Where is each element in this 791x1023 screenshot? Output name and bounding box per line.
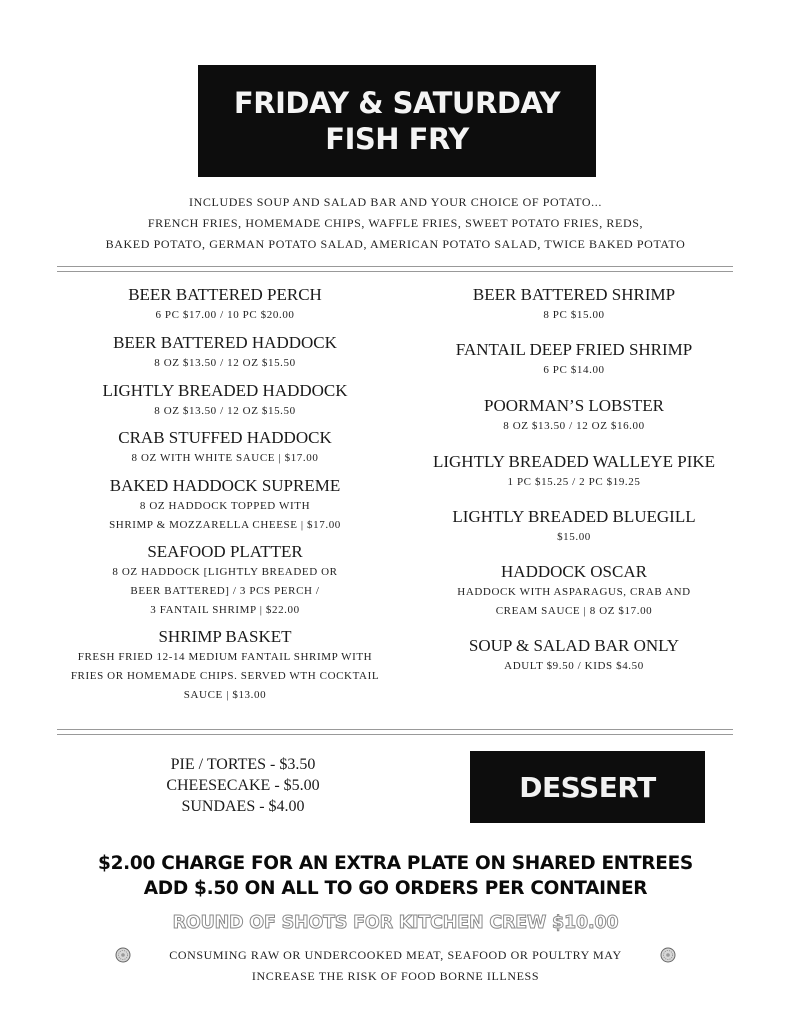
menu-item [55,332,395,380]
menu-column-right [414,284,734,676]
intro-line-3: BAKED POTATO, GERMAN POTATO SALAD, AMERICAN POTATO SALAD, TWICE BAKED POTATO [105,237,686,251]
item-desc: HADDOCK WITH ASPARAGUS, CRAB AND [457,586,691,598]
dessert-item: CHEESECAKE - $5.00 [166,777,320,794]
item-name: LIGHTLY BREADED BLUEGILL [452,507,696,526]
item-name: CRAB STUFFED HADDOCK [118,428,332,447]
item-name: BAKED HADDOCK SUPREME [109,476,341,495]
intro-text [0,192,791,255]
warning-line-1: CONSUMING RAW OR UNDERCOOKED MEAT, SEAFOOD OR POULTRY MAY [169,948,622,962]
item-desc: 6 PC $17.00 / 10 PC $20.00 [155,309,295,321]
item-desc: CREAM SAUCE | 8 OZ $17.00 [495,605,653,617]
item-desc: 3 FANTAIL SHRIMP | $22.00 [150,604,300,616]
notice-to-go: ADD $.50 ON ALL TO GO ORDERS PER CONTAINER [143,878,648,899]
notice-shots: ROUND OF SHOTS FOR KITCHEN CREW $10.00 [172,913,619,933]
intro-line-1: INCLUDES SOUP AND SALAD BAR AND YOUR CHOICE OF POTATO... [189,195,602,209]
dessert-label: DESSERT [519,770,656,804]
menu-item [55,380,395,427]
item-name: FANTAIL DEEP FRIED SHRIMP [455,340,693,359]
title-banner [198,65,596,177]
menu-item [55,475,395,541]
item-desc: ADULT $9.50 / KIDS $4.50 [504,660,644,672]
menu-item [55,284,395,332]
item-name: SOUP & SALAD BAR ONLY [468,636,680,655]
item-name: HADDOCK OSCAR [501,562,647,581]
item-name: POORMAN’S LOBSTER [484,396,664,415]
item-desc: 8 OZ $13.50 / 12 OZ $15.50 [154,357,296,369]
dessert-item: SUNDAES - $4.00 [181,798,305,815]
menu-item [414,339,734,395]
dessert-banner [470,751,705,823]
menu-item [414,635,734,676]
item-desc: 6 PC $14.00 [543,364,605,376]
item-desc: 8 OZ HADDOCK [LIGHTLY BREADED OR [112,566,338,578]
menu-item [414,395,734,451]
menu-item [55,626,395,705]
item-desc: 8 OZ WITH WHITE SAUCE | $17.00 [131,452,319,464]
menu-column-left [55,284,395,705]
menu-item [414,284,734,339]
divider-bottom [57,729,733,735]
item-desc: BEER BATTERED] / 3 PCS PERCH / [130,585,320,597]
item-name: SHRIMP BASKET [158,627,292,646]
item-desc: SHRIMP & MOZZARELLA CHEESE | $17.00 [109,519,341,531]
item-name: LIGHTLY BREADED WALLEYE PIKE [432,452,716,471]
item-desc: FRESH FRIED 12-14 MEDIUM FANTAIL SHRIMP WITH [77,651,373,663]
menu-item [55,541,395,626]
item-desc: 8 OZ $13.50 / 12 OZ $16.00 [503,420,645,432]
dessert-list [130,754,356,817]
intro-line-2: FRENCH FRIES, HOMEMADE CHIPS, WAFFLE FRIES, SWEET POTATO FRIES, REDS, [147,216,644,230]
menu-item [414,561,734,635]
dessert-item: PIE / TORTES - $3.50 [170,756,316,773]
item-name: SEAFOOD PLATTER [147,542,303,561]
menu-item [55,427,395,475]
title-line-1: FRIDAY & SATURDAY [233,86,561,120]
notice-extra-plate: $2.00 CHARGE FOR AN EXTRA PLATE ON SHARED ENTREES [98,853,693,874]
item-desc: FRIES OR HOMEMADE CHIPS. SERVED WTH COCKTAIL [70,670,380,682]
item-name: LIGHTLY BREADED HADDOCK [102,381,348,400]
item-desc: 8 OZ $13.50 / 12 OZ $15.50 [154,405,296,417]
item-name: BEER BATTERED HADDOCK [113,333,337,352]
item-desc: 8 OZ HADDOCK TOPPED WITH [139,500,311,512]
title-line-2: FISH FRY [325,122,469,156]
item-desc: 8 PC $15.00 [543,309,605,321]
food-warning [0,945,791,987]
item-desc: $15.00 [557,531,591,543]
item-name: BEER BATTERED SHRIMP [472,285,676,304]
item-name: BEER BATTERED PERCH [128,285,322,304]
warning-line-2: INCREASE THE RISK OF FOOD BORNE ILLNESS [251,969,540,983]
menu-item [414,506,734,561]
menu-item [414,451,734,506]
divider-top [57,266,733,272]
item-desc: SAUCE | $13.00 [183,689,267,701]
item-desc: 1 PC $15.25 / 2 PC $19.25 [507,476,641,488]
